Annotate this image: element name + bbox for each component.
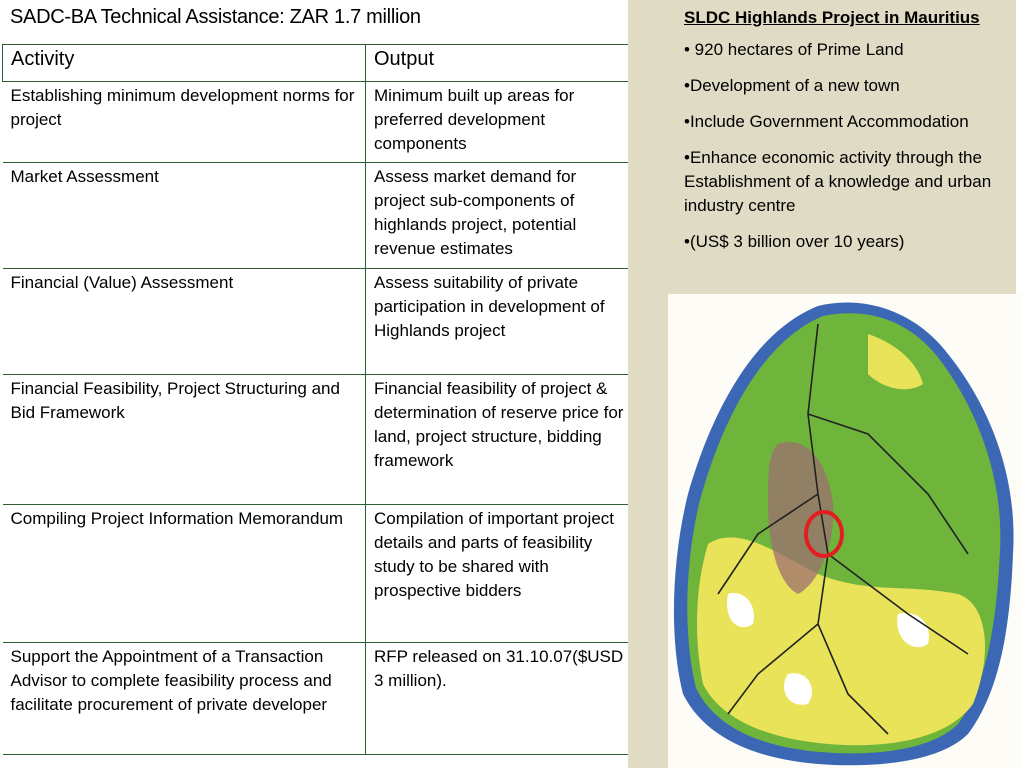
table-row: [3, 82, 633, 163]
activity-cell: Financial Feasibility, Project Structuring and Bid Framework: [3, 375, 366, 505]
table-row: [3, 643, 633, 755]
output-cell: Minimum built up areas for preferred development components: [366, 82, 633, 163]
mauritius-map-image: [668, 294, 1022, 768]
output-cell: Financial feasibility of project & determination of reserve price for land, project structure, bidding framework: [366, 375, 633, 505]
output-cell: Assess market demand for project sub-components of highlands project, potential revenue estimates: [366, 163, 633, 269]
output-cell: Assess suitability of private participation in development of Highlands project: [366, 269, 633, 375]
side-panel-heading: SLDC Highlands Project in Mauritius: [684, 8, 980, 27]
side-panel: [684, 6, 1009, 266]
activity-cell: Financial (Value) Assessment: [3, 269, 366, 375]
slide-title: SADC-BA Technical Assistance: ZAR 1.7 million: [10, 6, 421, 28]
activity-cell: Establishing minimum development norms for project: [3, 82, 366, 163]
activity-cell: Compiling Project Information Memorandum: [3, 505, 366, 643]
table-row: [3, 269, 633, 375]
table-row: [3, 505, 633, 643]
output-cell: Compilation of important project details and parts of feasibility study to be shared with prospective bidders: [366, 505, 633, 643]
side-bullet: •Development of a new town: [684, 76, 900, 95]
activity-output-table: [2, 44, 633, 755]
mauritius-map: [668, 294, 1022, 768]
side-bullet: •(US$ 3 billion over 10 years): [684, 232, 905, 251]
activity-cell: Support the Appointment of a Transaction Advisor to complete feasibility process and facilitate procurement of private developer: [3, 643, 366, 755]
table-row: [3, 163, 633, 269]
header-output: Output: [366, 45, 633, 82]
output-cell: RFP released on 31.10.07($USD 3 million).: [366, 643, 633, 755]
header-activity: Activity: [3, 45, 366, 82]
side-bullet: •Enhance economic activity through the Establishment of a knowledge and urban industry centre: [684, 148, 992, 215]
side-bullet: •Include Government Accommodation: [684, 112, 969, 131]
table-header-row: [3, 45, 633, 82]
table-row: [3, 375, 633, 505]
activity-cell: Market Assessment: [3, 163, 366, 269]
side-bullet: • 920 hectares of Prime Land: [684, 40, 904, 59]
